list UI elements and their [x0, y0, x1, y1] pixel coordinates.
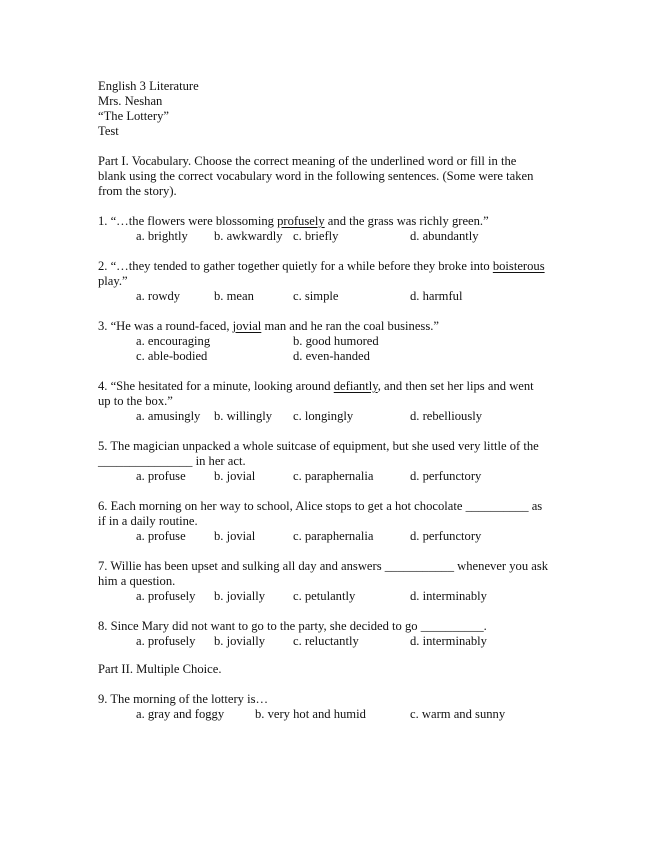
question-3-text	[98, 319, 439, 334]
question-text-segment: _______________ in her act.	[98, 454, 246, 468]
course-name: English 3 Literature	[98, 79, 199, 93]
question-text-segment: 7. Willie has been upset and sulking all day and answers ___________ whenever you ask	[98, 559, 549, 573]
question-text-segment: 1. “…the flowers were blossoming	[98, 214, 278, 228]
question-6-option: a. profuse	[136, 529, 186, 543]
part1-intro-line: blank using the correct vocabulary word in the following sentences. (Some were taken	[98, 169, 534, 183]
part1-intro-line: from the story).	[98, 184, 177, 198]
question-6-text	[98, 514, 198, 529]
question-2-option: a. rowdy	[136, 289, 181, 303]
question-7-option: c. petulantly	[293, 589, 356, 603]
question-2-text	[98, 259, 545, 274]
part1-intro-line: Part I. Vocabulary. Choose the correct meaning of the underlined word or fill in the	[98, 154, 517, 168]
question-6-text	[98, 499, 542, 514]
question-3-option: a. encouraging	[136, 334, 211, 348]
question-text-segment: 2. “…they tended to gather together quietly for a while before they broke into	[98, 259, 493, 273]
question-1-option: c. briefly	[293, 229, 339, 243]
question-8-text	[98, 619, 487, 634]
question-text-segment: man and he ran the coal business.”	[261, 319, 439, 333]
document-type: Test	[98, 124, 119, 138]
question-4-option: c. longingly	[293, 409, 354, 423]
question-4-text	[98, 394, 173, 409]
question-text-segment: 8. Since Mary did not want to go to the party, she decided to go __________.	[98, 619, 487, 633]
part2-heading: Part II. Multiple Choice.	[98, 662, 222, 676]
question-1-option: a. brightly	[136, 229, 188, 243]
question-1-option: d. abundantly	[410, 229, 479, 243]
question-2-option: b. mean	[214, 289, 254, 303]
question-4-text	[98, 379, 534, 394]
question-text-segment: and the grass was richly green.”	[324, 214, 489, 228]
question-2-text	[98, 274, 128, 289]
question-9-text: 9. The morning of the lottery is…	[98, 692, 269, 706]
question-5-option: b. jovial	[214, 469, 256, 483]
underlined-vocab-word: boisterous	[492, 259, 545, 273]
question-7-text	[98, 574, 175, 589]
question-text-segment: him a question.	[98, 574, 176, 588]
question-7-option: d. interminably	[410, 589, 487, 603]
question-6-option: d. perfunctory	[410, 529, 482, 543]
underlined-vocab-word: profusely	[277, 214, 325, 228]
question-text-segment: play.”	[98, 274, 128, 288]
question-text-segment: 4. “She hesitated for a minute, looking around	[98, 379, 334, 393]
question-6-option: c. paraphernalia	[293, 529, 374, 543]
question-3-option: c. able-bodied	[136, 349, 208, 363]
question-8-option: c. reluctantly	[293, 634, 359, 648]
question-9-option-b: b. very hot and humid	[255, 707, 366, 721]
question-3-option: b. good humored	[293, 334, 379, 348]
question-2-option: c. simple	[293, 289, 339, 303]
question-5-option: d. perfunctory	[410, 469, 482, 483]
question-text-segment: 6. Each morning on her way to school, Alice stops to get a hot chocolate __________ as	[98, 499, 543, 513]
question-8-option: b. jovially	[214, 634, 266, 648]
question-5-option: c. paraphernalia	[293, 469, 374, 483]
question-text-segment: up to the box.”	[98, 394, 173, 408]
question-8-option: d. interminably	[410, 634, 487, 648]
question-4-option: b. willingly	[214, 409, 273, 423]
question-4-option: a. amusingly	[136, 409, 201, 423]
underlined-vocab-word: jovial	[232, 319, 262, 333]
question-7-option: a. profusely	[136, 589, 196, 603]
question-7-text	[98, 559, 548, 574]
question-5-text	[98, 439, 539, 454]
question-text-segment: if in a daily routine.	[98, 514, 198, 528]
question-5-option: a. profuse	[136, 469, 186, 483]
question-5-text	[98, 454, 246, 469]
question-1-text	[98, 214, 489, 229]
question-7-option: b. jovially	[214, 589, 266, 603]
story-title: “The Lottery”	[98, 109, 169, 123]
underlined-vocab-word: defiantly	[333, 379, 378, 393]
question-9-option-a: a. gray and foggy	[136, 707, 225, 721]
question-3-option: d. even-handed	[293, 349, 370, 363]
question-text-segment: , and then set her lips and went	[377, 379, 534, 393]
question-1-option: b. awkwardly	[214, 229, 283, 243]
question-6-option: b. jovial	[214, 529, 256, 543]
question-8-option: a. profusely	[136, 634, 196, 648]
question-text-segment: 5. The magician unpacked a whole suitcase of equipment, but she used very little of the	[98, 439, 539, 453]
question-9-option-c: c. warm and sunny	[410, 707, 506, 721]
question-4-option: d. rebelliously	[410, 409, 483, 423]
question-2-option: d. harmful	[410, 289, 463, 303]
teacher-name: Mrs. Neshan	[98, 94, 163, 108]
question-text-segment: 3. “He was a round-faced,	[98, 319, 233, 333]
